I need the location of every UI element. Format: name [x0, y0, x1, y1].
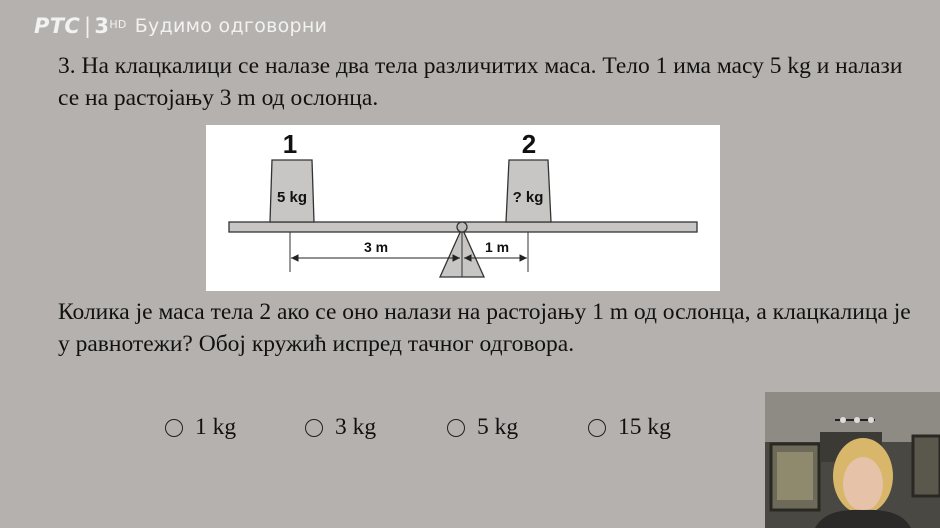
body-1-mass-label: 5 kg — [276, 189, 308, 206]
answer-label: 1 kg — [195, 414, 237, 440]
rts-logo: РТС — [34, 14, 81, 38]
radio-circle-icon[interactable] — [447, 419, 465, 437]
channel-logo — [34, 14, 327, 38]
presenter-face — [843, 457, 883, 511]
answer-option-3kg[interactable] — [305, 414, 376, 441]
question-prompt: Колика је маса тела 2 ако се оно налази на растојању 1 m од ослонца, а клацкалица је у равнотежи? Обој кружић испред тачног одговора. — [58, 299, 911, 357]
background-frame — [913, 436, 940, 496]
answer-option-5kg[interactable] — [447, 414, 518, 441]
answer-label: 3 kg — [335, 414, 377, 440]
presenter-webcam — [765, 392, 940, 528]
answer-option-15kg[interactable] — [588, 414, 671, 441]
answer-label: 15 kg — [618, 414, 671, 440]
channel-number: 3 — [94, 14, 110, 38]
question-intro: 3. На клацкалици се налазе два тела различитих маса. Тело 1 има масу 5 kg и налази се на растојању 3 m од ослонца. — [58, 53, 903, 111]
body-1-number: 1 — [282, 129, 298, 159]
distance-left-label: 3 m — [363, 239, 389, 255]
radio-circle-icon[interactable] — [165, 419, 183, 437]
answer-label: 5 kg — [477, 414, 519, 440]
body-2-mass-label: ? kg — [512, 189, 544, 206]
answer-option-1kg[interactable] — [165, 414, 236, 441]
logo-separator: | — [84, 14, 92, 38]
channel-slogan: Будимо одговорни — [134, 15, 328, 37]
pivot-point — [457, 222, 467, 232]
radio-circle-icon[interactable] — [305, 419, 323, 437]
hd-badge: HD — [109, 17, 127, 31]
seesaw-figure — [206, 125, 720, 291]
radio-circle-icon[interactable] — [588, 419, 606, 437]
distance-right-label: 1 m — [484, 239, 510, 255]
body-2-number: 2 — [521, 129, 537, 159]
